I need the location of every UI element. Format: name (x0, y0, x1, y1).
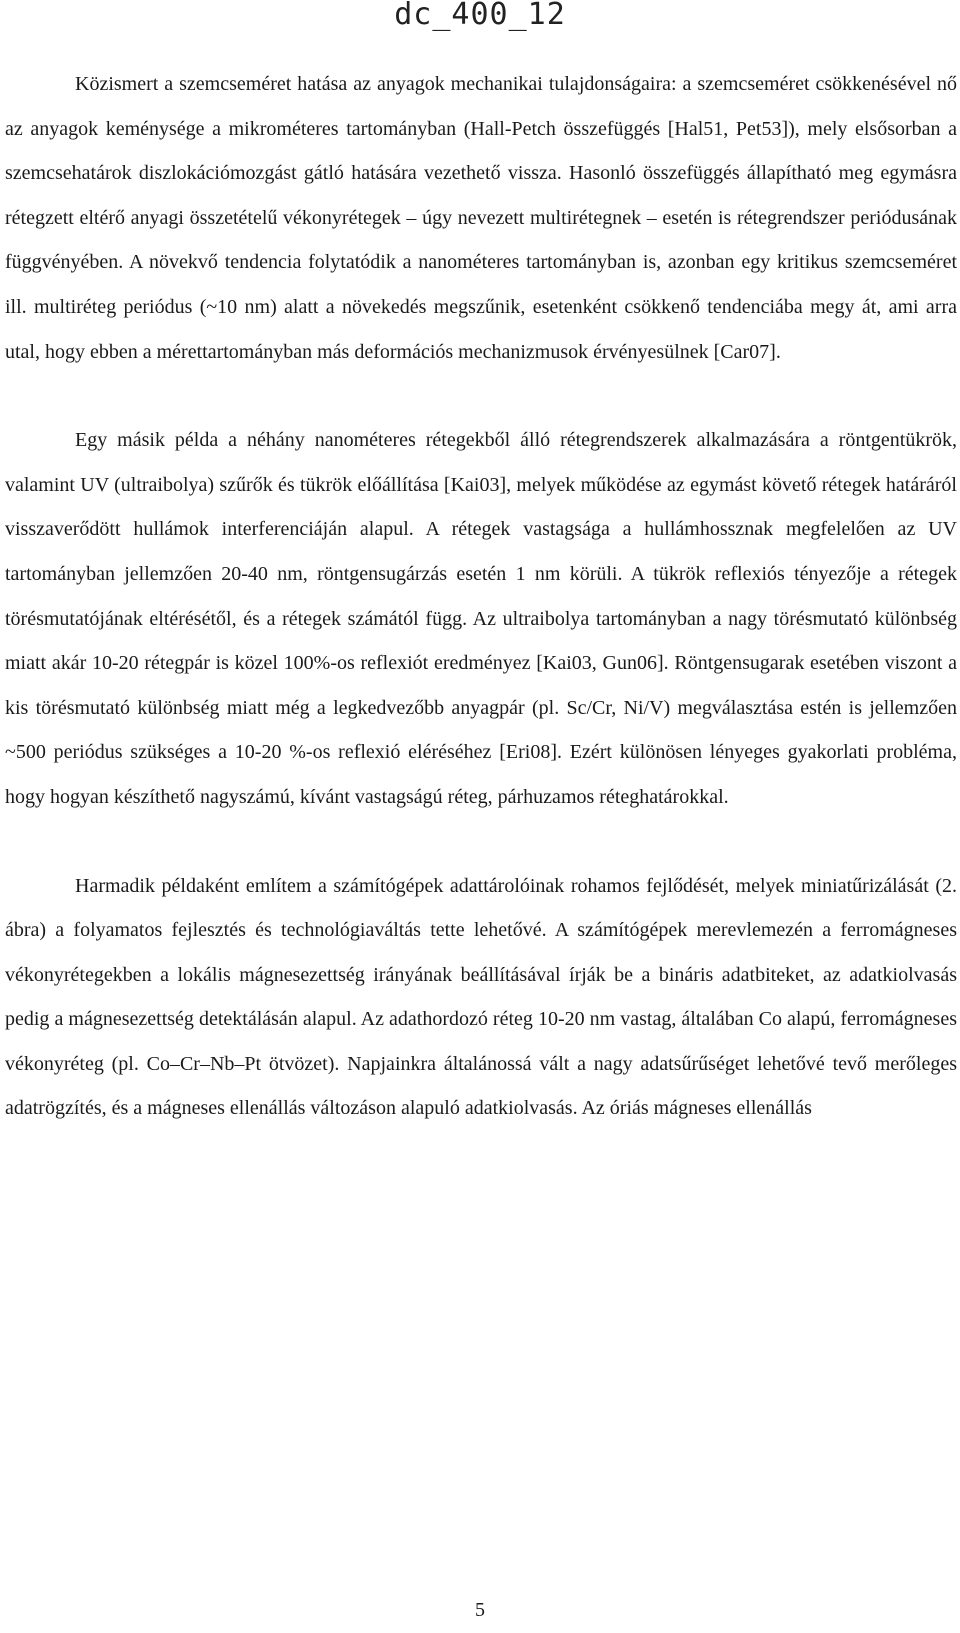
page-body-text (5, 62, 957, 1131)
page-number: 5 (475, 1599, 485, 1621)
paragraph-x-ray-mirrors: Egy másik példa a néhány nanométeres rétegekből álló rétegrendszerek alkalmazására a röntgentükrök, valamint UV (ultraibolya) szűrők és tükrök előállítása [Kai03], melyek működése az egymást követő rétegek határáról visszaverődött hullámok interferenciáján alapul. A rétegek vastagsága a hullámhossznak megfelelően az UV tartományban jellemzően 20-40 nm, röntgensugárzás esetén 1 nm körüli. A tükrök reflexiós tényezője a rétegek törésmutatójának eltérésétől, és a rétegek számától függ. Az ultraibolya tartományban a nagy törésmutató különbség miatt akár 10-20 rétegpár is közel 100%-os reflexiót eredményez [Kai03, Gun06]. Röntgensugarak esetében viszont a kis törésmutató különbség miatt még a legkedvezőbb anyagpár (pl. Sc/Cr, Ni/V) megválasztása estén is jellemzően ~500 periódus szükséges a 10-20 %-os reflexió eléréséhez [Eri08]. Ezért különösen lényeges gyakorlati probléma, hogy hogyan készíthető nagyszámú, kívánt vastagságú réteg, párhuzamos réteghatárokkal. (5, 429, 957, 808)
paragraph-data-storage: Harmadik példaként említem a számítógépek adattárolóinak rohamos fejlődését, melyek miniatűrizálását (2. ábra) a folyamatos fejlesztés és technológiaváltás tette lehetővé. A számítógépek merevlemezén a ferromágneses vékonyrétegekben a lokális mágnesezettség irányának beállításával írják be a bináris adatbiteket, az adatkiolvasás pedig a mágnesezettség detektálásán alapul. Az adathordozó réteg 10-20 nm vastag, általában Co alapú, ferromágneses vékonyréteg (pl. Co–Cr–Nb–Pt ötvözet). Napjainkra általánossá vált a nagy adatsűrűséget lehetővé tevő merőleges adatrögzítés, és a mágneses ellenállás változáson alapuló adatkiolvasás. Az óriás mágneses ellenállás (5, 874, 957, 1120)
paragraph-grain-size-effect: Közismert a szemcseméret hatása az anyagok mechanikai tulajdonságaira: a szemcseméret csökkenésével nő az anyagok keménysége a mikrométeres tartományban (Hall-Petch összefüggés [Hal51, Pet53]), mely elsősorban a szemcsehatárok diszlokációmozgást gátló hatására vezethető vissza. Hasonló összefüggés állapítható meg egymásra rétegzett eltérő anyagi összetételű vékonyrétegek – úgy nevezett multirétegnek – esetén is rétegrendszer periódusának függvényében. A növekvő tendencia folytatódik a nanométeres tartományban is, azonban egy kritikus szemcseméret ill. multiréteg periódus (~10 nm) alatt a növekedés megszűnik, esetenként csökkenő tendenciába megy át, ami arra utal, hogy ebben a mérettartományban más deformációs mechanizmusok érvényesülnek [Car07]. (5, 73, 957, 363)
document-id-header: dc_400_12 (394, 0, 566, 32)
